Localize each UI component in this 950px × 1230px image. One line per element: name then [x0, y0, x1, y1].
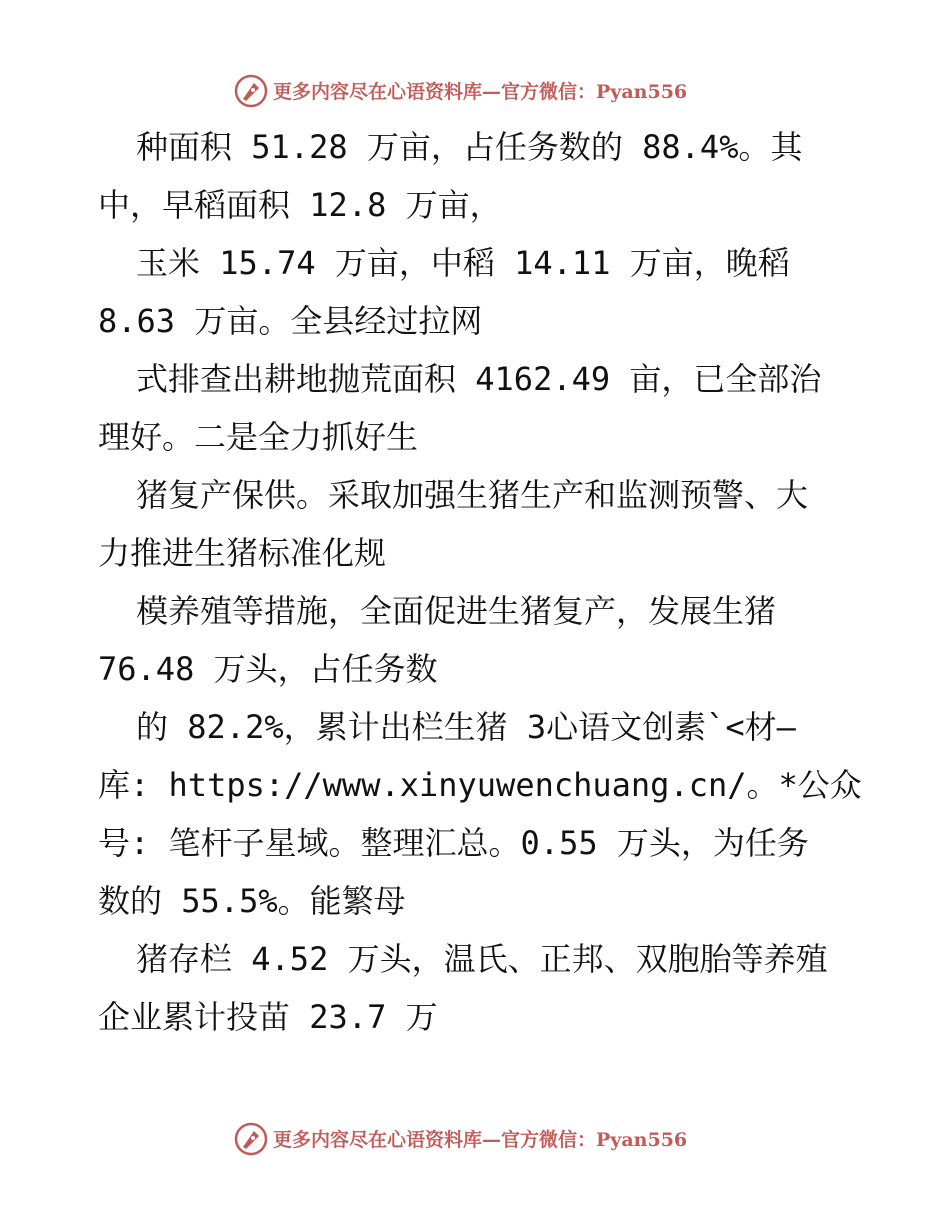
text-line: 号: 笔杆子星域。整理汇总。0.55 万头，为任务 — [98, 824, 809, 862]
text-line: 模养殖等措施，全面促进生猪复产，发展生猪 — [136, 592, 777, 630]
paragraph — [98, 930, 888, 1046]
watermark-handle: Pyan556 — [596, 81, 688, 103]
paragraph — [98, 350, 888, 466]
text-line: 猪复产保供。采取加强生猪生产和监测预警、大 — [136, 476, 809, 514]
text-line: 的 82.2%，累计出栏生猪 3心语文创素`<材— — [136, 708, 796, 746]
paragraph — [98, 466, 888, 582]
text-line: 76.48 万头，占任务数 — [98, 650, 438, 688]
text-line: 库: https://www.xinyuwenchuang.cn/。*公众 — [98, 766, 862, 804]
paragraph — [98, 118, 888, 234]
pen-nib-logo-icon — [234, 74, 268, 108]
text-line: 力推进生猪标准化规 — [98, 534, 387, 572]
watermark-label: 更多内容尽在心语资料库—官方微信： — [273, 81, 597, 103]
text-line: 理好。二是全力抓好生 — [98, 418, 419, 456]
paragraph — [98, 234, 888, 350]
text-line: 猪存栏 4.52 万头，温氏、正邦、双胞胎等养殖 — [136, 940, 828, 978]
text-line: 数的 55.5%。能繁母 — [98, 882, 406, 920]
document-body — [98, 118, 888, 1046]
watermark-label: 更多内容尽在心语资料库—官方微信： — [273, 1129, 597, 1151]
paragraph — [98, 582, 888, 698]
text-line: 玉米 15.74 万亩，中稻 14.11 万亩，晚稻 — [136, 244, 790, 282]
watermark-text — [273, 77, 687, 104]
text-line: 种面积 51.28 万亩，占任务数的 88.4%。其 — [136, 128, 803, 166]
paragraph — [98, 698, 888, 930]
text-line: 8.63 万亩。全县经过拉网 — [98, 302, 483, 340]
watermark-handle: Pyan556 — [596, 1129, 688, 1151]
text-line: 式排查出耕地抛荒面积 4162.49 亩，已全部治 — [136, 360, 822, 398]
watermark-footer — [0, 1120, 950, 1160]
text-line: 中，早稻面积 12.8 万亩， — [98, 186, 502, 224]
watermark-header — [0, 72, 950, 112]
text-line: 企业累计投苗 23.7 万 — [98, 998, 438, 1036]
pen-nib-logo-icon — [234, 1122, 268, 1156]
watermark-text — [273, 1125, 687, 1152]
